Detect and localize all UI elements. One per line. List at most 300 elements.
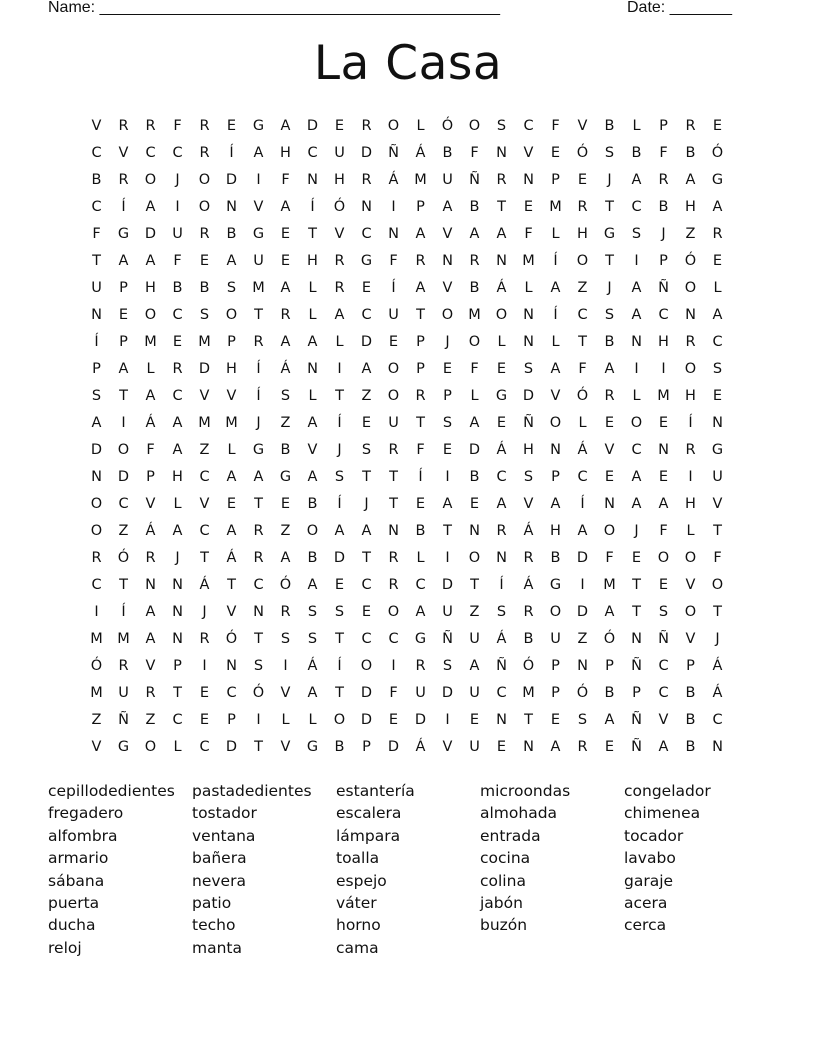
grid-letter[interactable]: V (226, 388, 237, 404)
grid-letter[interactable]: H (307, 253, 318, 269)
grid-letter[interactable]: R (523, 604, 534, 620)
grid-letter[interactable]: B (685, 145, 696, 161)
grid-letter[interactable]: Ó (603, 631, 616, 647)
grid-letter[interactable]: S (226, 280, 237, 296)
grid-letter[interactable]: A (604, 604, 615, 620)
grid-letter[interactable]: Á (145, 523, 156, 539)
grid-letter[interactable]: S (604, 145, 615, 161)
grid-letter[interactable]: A (631, 496, 642, 512)
grid-letter[interactable]: E (199, 685, 210, 701)
grid-letter[interactable]: L (281, 712, 290, 728)
grid-letter[interactable]: M (252, 280, 265, 296)
grid-letter[interactable]: I (94, 604, 99, 620)
grid-letter[interactable]: O (387, 118, 400, 134)
grid-letter[interactable]: E (496, 415, 507, 431)
grid-letter[interactable]: T (254, 496, 263, 512)
grid-letter[interactable]: S (442, 415, 453, 431)
grid-letter[interactable]: N (523, 334, 534, 350)
grid-letter[interactable]: M (549, 199, 562, 215)
grid-letter[interactable]: P (686, 658, 695, 674)
grid-letter[interactable]: E (604, 415, 615, 431)
grid-letter[interactable]: A (604, 712, 615, 728)
grid-letter[interactable]: A (442, 199, 453, 215)
grid-letter[interactable]: B (469, 280, 480, 296)
grid-letter[interactable]: G (306, 739, 319, 755)
grid-letter[interactable]: L (416, 118, 425, 134)
grid-letter[interactable]: D (387, 739, 400, 755)
grid-letter[interactable]: P (605, 658, 614, 674)
grid-letter[interactable]: P (443, 388, 452, 404)
grid-letter[interactable]: L (551, 226, 560, 242)
grid-letter[interactable]: T (389, 496, 398, 512)
grid-letter[interactable]: C (361, 577, 372, 593)
grid-letter[interactable]: E (415, 496, 426, 512)
grid-letter[interactable]: R (118, 658, 129, 674)
grid-letter[interactable]: J (175, 172, 180, 188)
grid-letter[interactable]: E (496, 739, 507, 755)
grid-letter[interactable]: R (334, 253, 345, 269)
grid-letter[interactable]: E (496, 361, 507, 377)
grid-letter[interactable]: E (361, 415, 372, 431)
grid-letter[interactable]: D (441, 685, 454, 701)
grid-letter[interactable]: P (551, 685, 560, 701)
grid-letter[interactable]: A (658, 739, 669, 755)
grid-letter[interactable]: Í (688, 415, 693, 431)
grid-letter[interactable]: F (551, 118, 560, 134)
grid-letter[interactable]: U (550, 631, 561, 647)
grid-letter[interactable]: R (577, 739, 588, 755)
grid-letter[interactable]: E (550, 145, 561, 161)
grid-letter[interactable]: Ó (441, 118, 454, 134)
grid-letter[interactable]: U (91, 280, 102, 296)
grid-letter[interactable]: E (442, 442, 453, 458)
grid-letter[interactable]: P (659, 253, 668, 269)
grid-letter[interactable]: V (253, 199, 264, 215)
grid-letter[interactable]: I (391, 199, 396, 215)
grid-letter[interactable]: L (713, 280, 722, 296)
grid-letter[interactable]: H (145, 280, 156, 296)
grid-letter[interactable]: F (578, 361, 587, 377)
grid-letter[interactable]: L (173, 496, 182, 512)
grid-letter[interactable]: C (199, 523, 210, 539)
grid-letter[interactable]: U (469, 739, 480, 755)
grid-letter[interactable]: O (306, 523, 319, 539)
grid-letter[interactable]: S (91, 388, 102, 404)
grid-letter[interactable]: F (605, 550, 614, 566)
grid-letter[interactable]: E (388, 334, 399, 350)
grid-letter[interactable]: V (577, 118, 588, 134)
grid-letter[interactable]: I (391, 658, 396, 674)
grid-letter[interactable]: B (685, 739, 696, 755)
grid-letter[interactable]: Í (499, 577, 504, 593)
grid-letter[interactable]: A (307, 577, 318, 593)
grid-letter[interactable]: U (442, 172, 453, 188)
grid-letter[interactable]: V (226, 604, 237, 620)
grid-letter[interactable]: A (145, 631, 156, 647)
grid-letter[interactable]: A (280, 280, 291, 296)
grid-letter[interactable]: V (91, 118, 102, 134)
grid-letter[interactable]: Í (121, 604, 126, 620)
grid-letter[interactable]: R (469, 253, 480, 269)
grid-letter[interactable]: S (361, 442, 372, 458)
grid-letter[interactable]: S (199, 307, 210, 323)
grid-letter[interactable]: A (631, 307, 642, 323)
grid-letter[interactable]: N (631, 334, 642, 350)
grid-letter[interactable]: N (226, 658, 237, 674)
grid-letter[interactable]: T (254, 739, 263, 755)
grid-letter[interactable]: A (631, 280, 642, 296)
grid-letter[interactable]: V (145, 496, 156, 512)
grid-letter[interactable]: O (603, 523, 616, 539)
grid-letter[interactable]: S (307, 604, 318, 620)
grid-letter[interactable]: R (685, 442, 696, 458)
grid-letter[interactable]: Z (469, 604, 480, 620)
grid-letter[interactable]: Ó (90, 658, 103, 674)
grid-letter[interactable]: B (469, 469, 480, 485)
grid-letter[interactable]: E (712, 118, 723, 134)
grid-letter[interactable]: O (684, 280, 697, 296)
grid-letter[interactable]: N (172, 631, 183, 647)
grid-letter[interactable]: N (145, 577, 156, 593)
grid-letter[interactable]: N (91, 469, 102, 485)
grid-letter[interactable]: V (145, 658, 156, 674)
grid-letter[interactable]: R (415, 388, 426, 404)
grid-letter[interactable]: C (253, 577, 264, 593)
grid-letter[interactable]: M (117, 631, 130, 647)
grid-letter[interactable]: O (360, 658, 373, 674)
grid-letter[interactable]: U (172, 226, 183, 242)
grid-letter[interactable]: J (202, 604, 207, 620)
grid-letter[interactable]: N (172, 604, 183, 620)
grid-letter[interactable]: E (712, 253, 723, 269)
grid-letter[interactable]: O (441, 307, 454, 323)
grid-letter[interactable]: F (173, 253, 182, 269)
grid-letter[interactable]: A (550, 496, 561, 512)
grid-letter[interactable]: B (307, 496, 318, 512)
grid-letter[interactable]: I (445, 550, 450, 566)
grid-letter[interactable]: L (308, 388, 317, 404)
grid-letter[interactable]: T (335, 631, 344, 647)
grid-letter[interactable]: G (711, 172, 724, 188)
grid-letter[interactable]: A (604, 361, 615, 377)
grid-letter[interactable]: S (631, 226, 642, 242)
grid-letter[interactable]: A (307, 685, 318, 701)
grid-letter[interactable]: E (361, 280, 372, 296)
grid-letter[interactable]: L (497, 334, 506, 350)
grid-letter[interactable]: R (199, 118, 210, 134)
grid-letter[interactable]: V (442, 280, 453, 296)
grid-letter[interactable]: N (361, 199, 372, 215)
grid-letter[interactable]: O (684, 361, 697, 377)
grid-letter[interactable]: V (550, 388, 561, 404)
grid-letter[interactable]: O (225, 307, 238, 323)
grid-letter[interactable]: Í (337, 496, 342, 512)
grid-letter[interactable]: L (632, 118, 641, 134)
grid-letter[interactable]: O (144, 172, 157, 188)
grid-letter[interactable]: Í (418, 469, 423, 485)
grid-letter[interactable]: Z (118, 523, 129, 539)
grid-letter[interactable]: M (468, 307, 481, 323)
grid-letter[interactable]: A (712, 307, 723, 323)
grid-letter[interactable]: I (337, 361, 342, 377)
grid-letter[interactable]: G (279, 469, 292, 485)
grid-letter[interactable]: M (603, 577, 616, 593)
grid-letter[interactable]: L (470, 388, 479, 404)
grid-letter[interactable]: J (256, 415, 261, 431)
grid-letter[interactable]: N (523, 307, 534, 323)
grid-letter[interactable]: E (226, 118, 237, 134)
grid-letter[interactable]: A (145, 199, 156, 215)
grid-letter[interactable]: N (685, 307, 696, 323)
grid-letter[interactable]: A (307, 469, 318, 485)
grid-letter[interactable]: B (226, 226, 237, 242)
grid-letter[interactable]: C (631, 442, 642, 458)
grid-letter[interactable]: E (388, 712, 399, 728)
grid-letter[interactable]: R (496, 523, 507, 539)
grid-letter[interactable]: P (119, 280, 128, 296)
grid-letter[interactable]: A (145, 253, 156, 269)
grid-letter[interactable]: R (712, 226, 723, 242)
grid-letter[interactable]: Á (496, 631, 507, 647)
grid-letter[interactable]: Í (256, 388, 261, 404)
grid-letter[interactable]: L (416, 550, 425, 566)
grid-letter[interactable]: N (496, 253, 507, 269)
grid-letter[interactable]: E (280, 253, 291, 269)
grid-letter[interactable]: Í (580, 496, 585, 512)
grid-letter[interactable]: T (254, 307, 263, 323)
grid-letter[interactable]: O (711, 577, 724, 593)
grid-letter[interactable]: T (470, 577, 479, 593)
grid-letter[interactable]: Á (523, 577, 534, 593)
grid-letter[interactable]: B (280, 442, 291, 458)
grid-letter[interactable]: D (576, 604, 589, 620)
grid-letter[interactable]: T (497, 199, 506, 215)
grid-letter[interactable]: Á (415, 739, 426, 755)
grid-letter[interactable]: D (306, 118, 319, 134)
grid-letter[interactable]: N (658, 442, 669, 458)
grid-letter[interactable]: A (307, 415, 318, 431)
grid-letter[interactable]: H (577, 226, 588, 242)
grid-letter[interactable]: C (658, 658, 669, 674)
grid-letter[interactable]: H (685, 388, 696, 404)
grid-letter[interactable]: A (91, 415, 102, 431)
grid-letter[interactable]: T (578, 334, 587, 350)
grid-letter[interactable]: V (523, 496, 534, 512)
grid-letter[interactable]: T (605, 199, 614, 215)
grid-letter[interactable]: O (144, 307, 157, 323)
grid-letter[interactable]: R (415, 658, 426, 674)
grid-letter[interactable]: E (469, 496, 480, 512)
grid-letter[interactable]: Ñ (631, 712, 642, 728)
grid-letter[interactable]: F (173, 118, 182, 134)
grid-letter[interactable]: A (253, 469, 264, 485)
grid-letter[interactable]: B (523, 631, 534, 647)
grid-letter[interactable]: N (523, 739, 534, 755)
grid-letter[interactable]: Ó (252, 685, 265, 701)
grid-letter[interactable]: P (659, 118, 668, 134)
grid-letter[interactable]: I (445, 712, 450, 728)
grid-letter[interactable]: H (658, 334, 669, 350)
grid-letter[interactable]: A (280, 199, 291, 215)
grid-letter[interactable]: T (416, 307, 425, 323)
grid-letter[interactable]: C (361, 307, 372, 323)
grid-letter[interactable]: S (280, 388, 291, 404)
grid-letter[interactable]: T (632, 604, 641, 620)
grid-letter[interactable]: U (415, 685, 426, 701)
grid-letter[interactable]: Z (577, 280, 588, 296)
grid-letter[interactable]: N (604, 496, 615, 512)
grid-letter[interactable]: E (280, 226, 291, 242)
grid-letter[interactable]: B (685, 712, 696, 728)
grid-letter[interactable]: R (91, 550, 102, 566)
grid-letter[interactable]: P (551, 469, 560, 485)
grid-letter[interactable]: Ñ (631, 658, 642, 674)
grid-letter[interactable]: E (442, 361, 453, 377)
grid-letter[interactable]: C (91, 145, 102, 161)
grid-letter[interactable]: A (226, 523, 237, 539)
grid-letter[interactable]: V (604, 442, 615, 458)
grid-letter[interactable]: F (713, 550, 722, 566)
grid-letter[interactable]: E (280, 496, 291, 512)
grid-letter[interactable]: D (414, 712, 427, 728)
grid-letter[interactable]: R (172, 361, 183, 377)
grid-letter[interactable]: P (632, 685, 641, 701)
grid-letter[interactable]: A (415, 226, 426, 242)
grid-letter[interactable]: N (442, 253, 453, 269)
grid-letter[interactable]: A (631, 469, 642, 485)
grid-letter[interactable]: Á (415, 145, 426, 161)
grid-letter[interactable]: O (198, 199, 211, 215)
grid-letter[interactable]: Í (256, 361, 261, 377)
grid-letter[interactable]: L (227, 442, 236, 458)
grid-letter[interactable]: A (226, 469, 237, 485)
grid-letter[interactable]: Ó (684, 253, 697, 269)
grid-letter[interactable]: O (630, 415, 643, 431)
grid-letter[interactable]: R (388, 442, 399, 458)
grid-letter[interactable]: A (172, 415, 183, 431)
grid-letter[interactable]: N (469, 523, 480, 539)
grid-letter[interactable]: Ñ (523, 415, 534, 431)
grid-letter[interactable]: M (657, 388, 670, 404)
grid-letter[interactable]: U (469, 631, 480, 647)
grid-letter[interactable]: A (550, 739, 561, 755)
grid-letter[interactable]: Ñ (631, 739, 642, 755)
grid-letter[interactable]: C (496, 685, 507, 701)
grid-letter[interactable]: A (118, 253, 129, 269)
grid-letter[interactable]: O (333, 712, 346, 728)
grid-letter[interactable]: Á (496, 442, 507, 458)
grid-letter[interactable]: R (145, 550, 156, 566)
grid-letter[interactable]: M (144, 334, 157, 350)
grid-letter[interactable]: B (442, 145, 453, 161)
grid-letter[interactable]: I (202, 658, 207, 674)
grid-letter[interactable]: D (360, 145, 373, 161)
grid-letter[interactable]: L (146, 361, 155, 377)
grid-letter[interactable]: C (199, 739, 210, 755)
grid-letter[interactable]: R (118, 172, 129, 188)
grid-letter[interactable]: U (388, 415, 399, 431)
grid-letter[interactable]: C (91, 577, 102, 593)
grid-letter[interactable]: N (253, 604, 264, 620)
grid-letter[interactable]: D (441, 577, 454, 593)
grid-letter[interactable]: J (607, 280, 612, 296)
grid-letter[interactable]: T (335, 685, 344, 701)
grid-letter[interactable]: S (496, 604, 507, 620)
grid-letter[interactable]: D (360, 712, 373, 728)
grid-letter[interactable]: R (361, 172, 372, 188)
grid-letter[interactable]: F (92, 226, 101, 242)
grid-letter[interactable]: T (200, 550, 209, 566)
grid-letter[interactable]: N (712, 415, 723, 431)
grid-letter[interactable]: R (118, 118, 129, 134)
grid-letter[interactable]: I (256, 712, 261, 728)
grid-letter[interactable]: G (252, 442, 265, 458)
grid-letter[interactable]: H (172, 469, 183, 485)
grid-letter[interactable]: A (172, 442, 183, 458)
grid-letter[interactable]: S (604, 307, 615, 323)
grid-letter[interactable]: J (634, 523, 639, 539)
grid-letter[interactable]: Í (553, 307, 558, 323)
grid-letter[interactable]: B (199, 280, 210, 296)
grid-letter[interactable]: G (252, 118, 265, 134)
grid-letter[interactable]: Í (121, 199, 126, 215)
grid-letter[interactable]: A (145, 604, 156, 620)
grid-letter[interactable]: I (661, 361, 666, 377)
grid-letter[interactable]: B (415, 523, 426, 539)
grid-letter[interactable]: O (468, 334, 481, 350)
grid-letter[interactable]: L (308, 280, 317, 296)
grid-letter[interactable]: L (308, 307, 317, 323)
grid-letter[interactable]: A (415, 604, 426, 620)
grid-letter[interactable]: Ñ (388, 145, 399, 161)
grid-letter[interactable]: D (360, 334, 373, 350)
grid-letter[interactable]: B (91, 172, 102, 188)
grid-letter[interactable]: C (172, 388, 183, 404)
grid-letter[interactable]: B (658, 199, 669, 215)
grid-letter[interactable]: Á (280, 361, 291, 377)
grid-letter[interactable]: T (362, 550, 371, 566)
grid-letter[interactable]: Á (496, 280, 507, 296)
grid-letter[interactable]: O (387, 604, 400, 620)
grid-letter[interactable]: F (416, 442, 425, 458)
grid-letter[interactable]: E (199, 253, 210, 269)
grid-letter[interactable]: P (416, 361, 425, 377)
grid-letter[interactable]: E (469, 712, 480, 728)
grid-letter[interactable]: A (361, 523, 372, 539)
grid-letter[interactable]: P (416, 334, 425, 350)
grid-letter[interactable]: R (415, 253, 426, 269)
grid-letter[interactable]: T (173, 685, 182, 701)
grid-letter[interactable]: J (607, 172, 612, 188)
grid-letter[interactable]: E (712, 388, 723, 404)
grid-letter[interactable]: Í (553, 253, 558, 269)
grid-letter[interactable]: J (175, 550, 180, 566)
grid-letter[interactable]: P (551, 172, 560, 188)
grid-letter[interactable]: M (90, 631, 103, 647)
grid-letter[interactable]: T (119, 388, 128, 404)
grid-letter[interactable]: N (712, 739, 723, 755)
grid-letter[interactable]: J (445, 334, 450, 350)
grid-letter[interactable]: L (335, 334, 344, 350)
grid-letter[interactable]: R (658, 172, 669, 188)
grid-letter[interactable]: C (523, 118, 534, 134)
grid-letter[interactable]: V (307, 442, 318, 458)
grid-letter[interactable]: B (307, 550, 318, 566)
grid-letter[interactable]: Í (94, 334, 99, 350)
grid-letter[interactable]: C (172, 712, 183, 728)
grid-letter[interactable]: A (118, 361, 129, 377)
grid-letter[interactable]: C (415, 577, 426, 593)
